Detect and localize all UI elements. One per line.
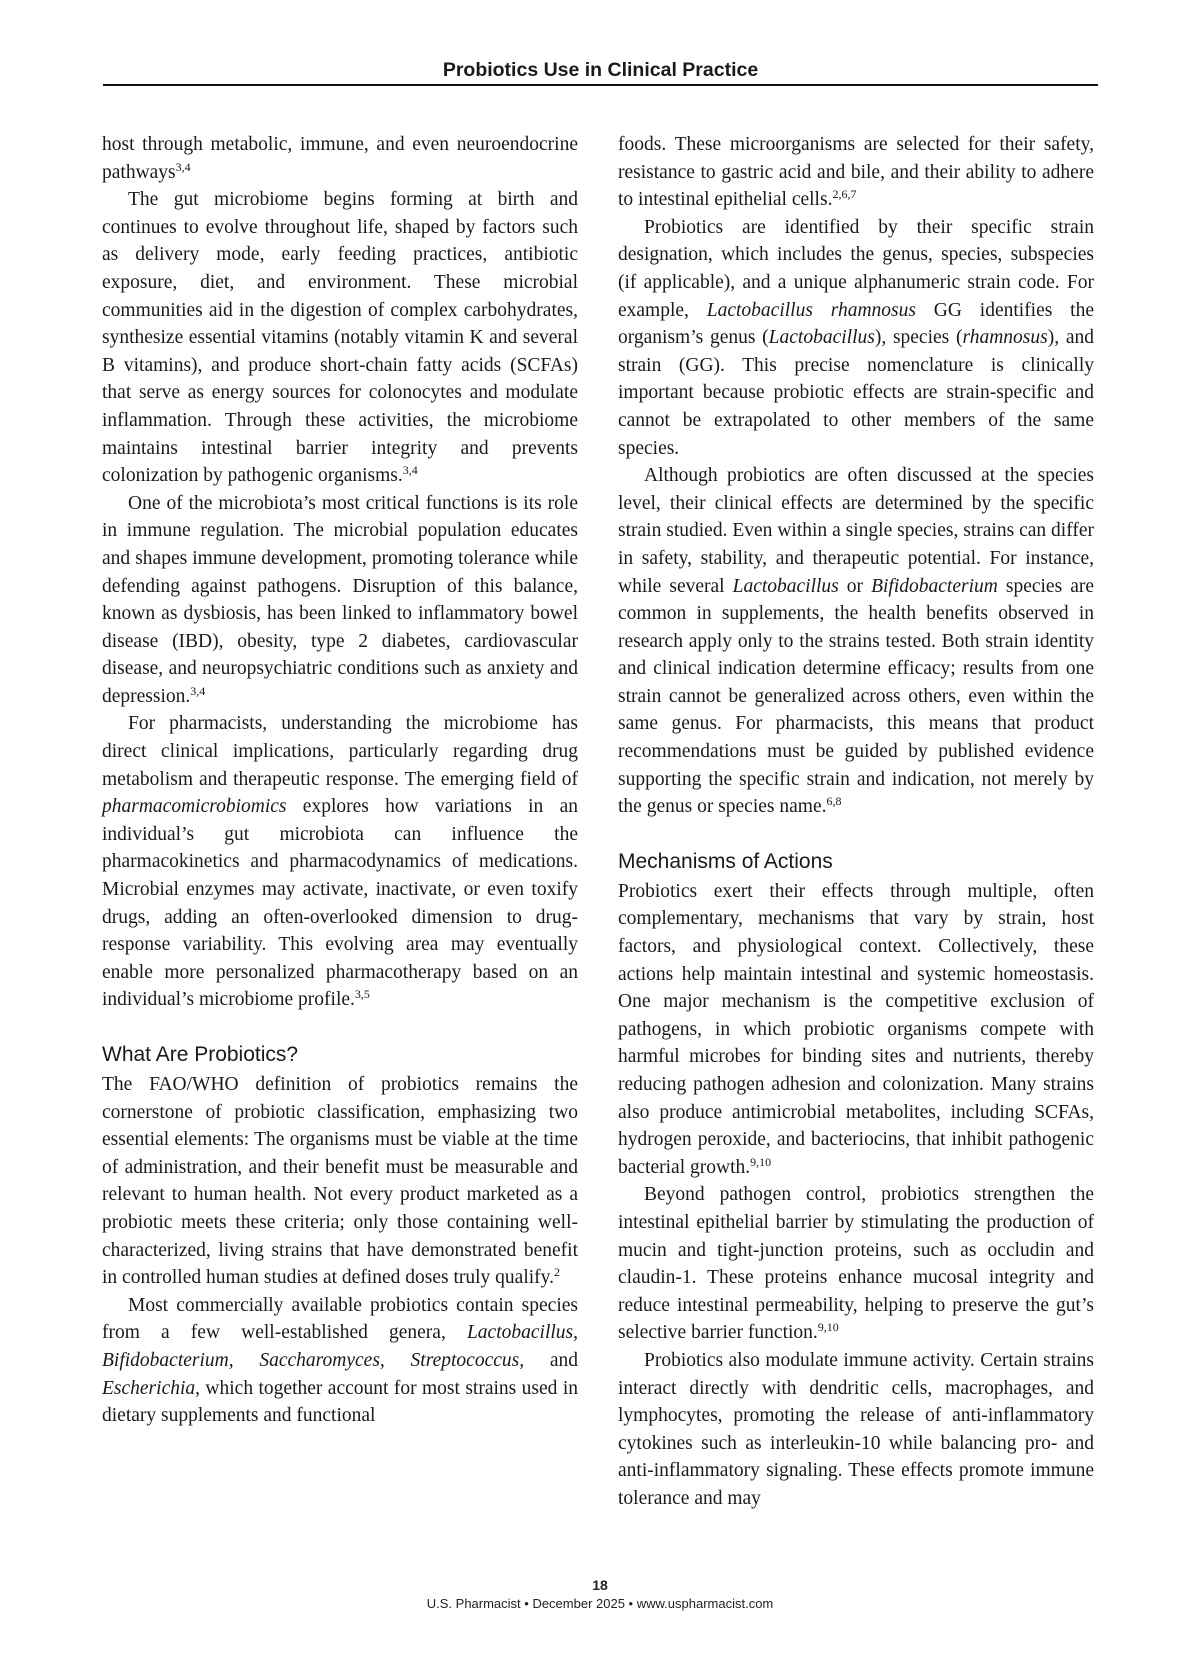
paragraph: Probiotics are identified by their specific strain designation, which includes the genus, species, subspecies (if applicable), and a unique alphanumeric strain code. For example, Lactobacillus rhamnosus GG identifies the organism’s genus (Lactobacillus), species (rhamnosus), and strain (GG). This precise nomenclature is clinically important because probiotic effects are strain-specific and cannot be extrapolated to other members of the same species. [618,216,1094,459]
header-rule [103,84,1098,86]
italic-term: Lactobacillus, Bifidobacterium, Saccharomyces, Streptococcus, [102,1322,578,1371]
page-number: 18 [592,1577,608,1593]
paragraph: Probiotics exert their effects through multiple, often complementary, mechanisms that vary by strain, host factors, and physiological context. Collectively, these actions help maintain intestinal and systemic homeostasis. One major mechanism is the competitive exclusion of pathogens, in which probiotic organisms compete with harmful microbes for binding sites and nutrients, thereby reducing pathogen adhesion and colonization. Many strains also produce antimicrobial metabolites, including SCFAs, hydrogen peroxide, and bacteriocins, that inhibit pathogenic bacterial growth.$^{9,10}$ [618,880,1094,1178]
italic-term: Lactobacillus rhamnosus [706,299,916,321]
citation: 3,5 [354,987,370,1002]
paragraph: The FAO/WHO definition of probiotics remains the cornerstone of probiotic classification, emphasizing two essential elements: The organisms must be viable at the time of administration, and their benefit must be measurable and relevant to human health. Not every product marketed as a probiotic meets these criteria; only those containing well-characterized, living strains that have demonstrated benefit in controlled human studies at defined doses truly qualify.$^2$ [102,1074,578,1289]
citation: 9,10 [750,1154,772,1169]
paragraph: The gut microbiome begins forming at birth and continues to evolve throughout life, shaped by factors such as delivery mode, early feeding practices, antibiotic exposure, diet, and environment. These microbial communities aid in the digestion of complex carbohydrates, synthesize essential vitamins (notably vitamin K and several B vitamins), and produce short-chain fatty acids (SCFAs) that serve as energy sources for colonocytes and modulate inflammation. Through these activities, the microbiome maintains intestinal barrier integrity and prevents colonization by pathogenic organisms.$^{3,4}$ [102,189,578,487]
section-heading-mechanisms: Mechanisms of Actions [618,849,833,873]
paragraph: host through metabolic, immune, and even neuroendocrine pathways$^{3,4}$ [102,134,578,183]
right-column [618,131,1094,1513]
paragraph: Although probiotics are often discussed at the species level, their clinical effects are determined by the specific strain studied. Even within a single species, strains can differ in safety, stability, and therapeutic potential. For instance, while several Lactobacillus or Bifidobacterium species are common in supplements, the health benefits observed in research apply only to the strains tested. Both strain identity and clinical indication determine efficacy; results from one strain cannot be generalized across others, even within the same genus. For pharmacists, this means that product recommendations must be guided by published evidence supporting the specific strain and indication, not merely by the genus or species name.$^{6,8}$ [618,465,1094,818]
italic-term: Lactobacillus [768,327,875,349]
citation: 3,4 [190,683,206,698]
left-column [102,131,578,1430]
citation: 3,4 [402,463,418,478]
citation: 3,4 [175,159,191,174]
italic-term: pharmacomicrobiomics [102,796,287,818]
footer-publication-line: U.S. Pharmacist • December 2025 • www.uspharmacist.com [426,1596,774,1611]
paragraph: For pharmacists, understanding the microbiome has direct clinical implications, particularly regarding drug metabolism and therapeutic response. The emerging field of pharmacomicrobiomics explores how variations in an individual’s gut microbiota can influence the pharmacokinetics and pharmacodynamics of medications. Microbial enzymes may activate, inactivate, or even toxify drugs, adding an often-overlooked dimension to drug-response variability. This evolving area may eventually enable more personalized pharmacotherapy based on an individual’s microbiome profile.$^{3,5}$ [102,713,578,1011]
italic-term: Escherichia [102,1377,196,1399]
running-header: Probiotics Use in Clinical Practice [442,59,759,81]
citation: 2 [554,1265,561,1280]
citation: 9,10 [817,1320,839,1335]
paragraph: foods. These microorganisms are selected for their safety, resistance to gastric acid and bile, and their ability to adhere to intestinal epithelial cells.$^{2,6,7}$ [618,134,1094,211]
italic-term: Bifidobacterium [871,575,998,597]
paragraph: Beyond pathogen control, probiotics strengthen the intestinal epithelial barrier by stimulating the production of mucin and tight-junction proteins, such as occludin and claudin-1. These proteins enhance mucosal integrity and reduce intestinal permeability, helping to preserve the gut’s selective barrier function.$^{9,10}$ [618,1184,1094,1344]
italic-term: rhamnosus [962,327,1048,349]
section-heading-what-are-probiotics: What Are Probiotics? [102,1043,299,1066]
paragraph: Probiotics also modulate immune activity. Certain strains interact directly with dendritic cells, macrophages, and lymphocytes, promoting the release of anti-inflammatory cytokines such as interleukin-10 while balancing pro- and anti-inflammatory signaling. These effects promote immune tolerance and may [618,1349,1094,1509]
paragraph: One of the microbiota’s most critical functions is its role in immune regulation. The microbial population educates and shapes immune development, promoting tolerance while defending against pathogens. Disruption of this balance, known as dysbiosis, has been linked to inflammatory bowel disease (IBD), obesity, type 2 diabetes, cardiovascular disease, and neuropsychiatric conditions such as anxiety and depression.$^{3,4}$ [102,492,578,707]
paragraph: Most commercially available probiotics contain species from a few well-established genera, Lactobacillus, Bifidobacterium, Saccharomyces, Streptococcus, and Escherichia, which together account for most strains used in dietary supplements and functional [102,1294,579,1427]
italic-term: Lactobacillus [732,575,839,597]
citation: 6,8 [826,794,842,809]
citation: 2,6,7 [832,187,857,202]
